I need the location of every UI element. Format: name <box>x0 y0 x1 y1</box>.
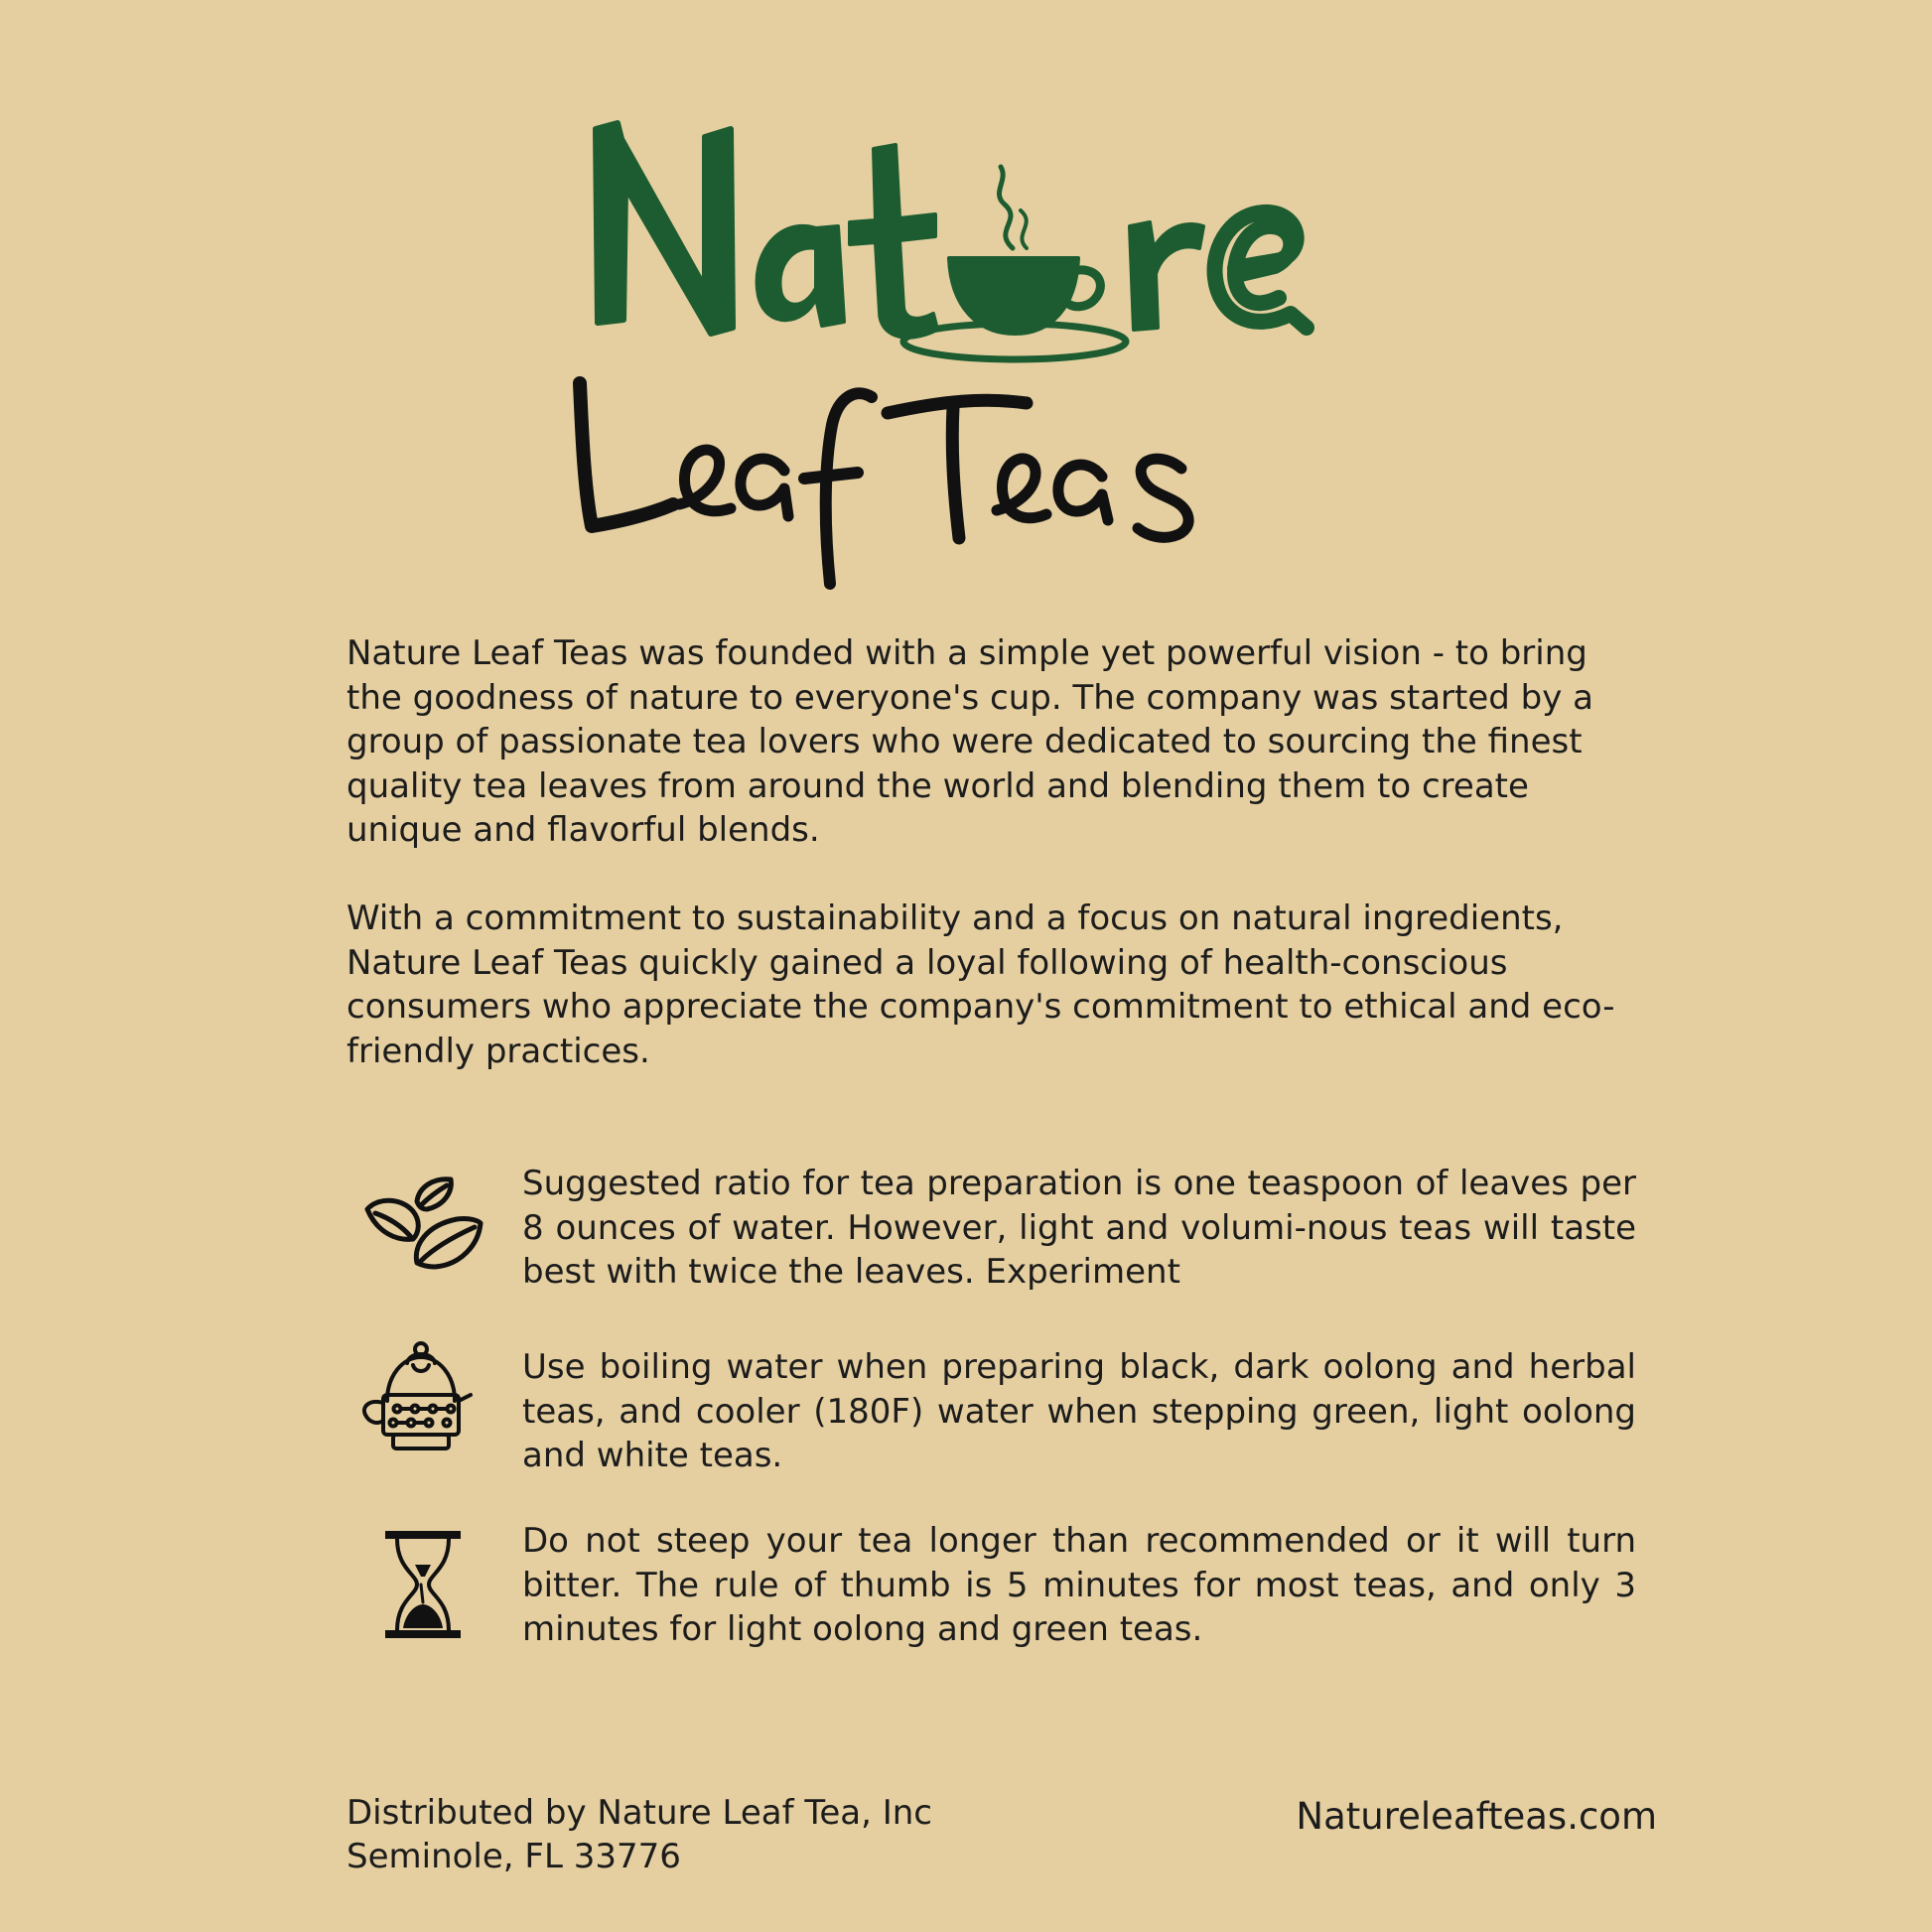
hourglass-icon <box>357 1519 486 1648</box>
tip-water-temperature-text: Use boiling water when preparing black, dark oolong and herbal teas, and cooler (180F) water when stepping green, light oolong and white teas. <box>522 1347 1636 1475</box>
tip-tea-ratio-text: Suggested ratio for tea preparation is one teaspoon of leaves per 8 ounces of water. However, light and volumi-nous teas will taste best with twice the leaves. Experiment <box>522 1164 1636 1292</box>
brand-logo-artwork <box>556 109 1350 606</box>
tip-steep-time-text: Do not steep your tea longer than recommended or it will turn bitter. The rule of thumb is 5 minutes for most teas, and only 3 minutes for light oolong and green teas. <box>522 1521 1636 1649</box>
intro-paragraph-2: With a commitment to sustainability and a focus on natural ingredients, Nature Leaf Teas quickly gained a loyal following of health-conscious consumers who appreciate the company's commitment to ethical and eco-friendly practices. <box>346 898 1615 1071</box>
website-link[interactable]: Natureleafteas.com <box>1296 1795 1657 1838</box>
distributor-info <box>346 1791 932 1878</box>
teapot-icon <box>357 1335 486 1464</box>
brand-logo <box>556 109 1350 606</box>
distributor-address: Seminole, FL 33776 <box>346 1837 681 1876</box>
distributor-name: Distributed by Nature Leaf Tea, Inc <box>346 1793 932 1833</box>
tea-leaves-icon <box>357 1162 486 1291</box>
intro-paragraph-1: Nature Leaf Teas was founded with a simple yet powerful vision - to bring the goodness of nature to everyone's cup. The company was started by a group of passionate tea lovers who were dedicated to sourcing the finest quality tea leaves from around the world and blending them to create unique and flavorful blends. <box>346 633 1594 850</box>
